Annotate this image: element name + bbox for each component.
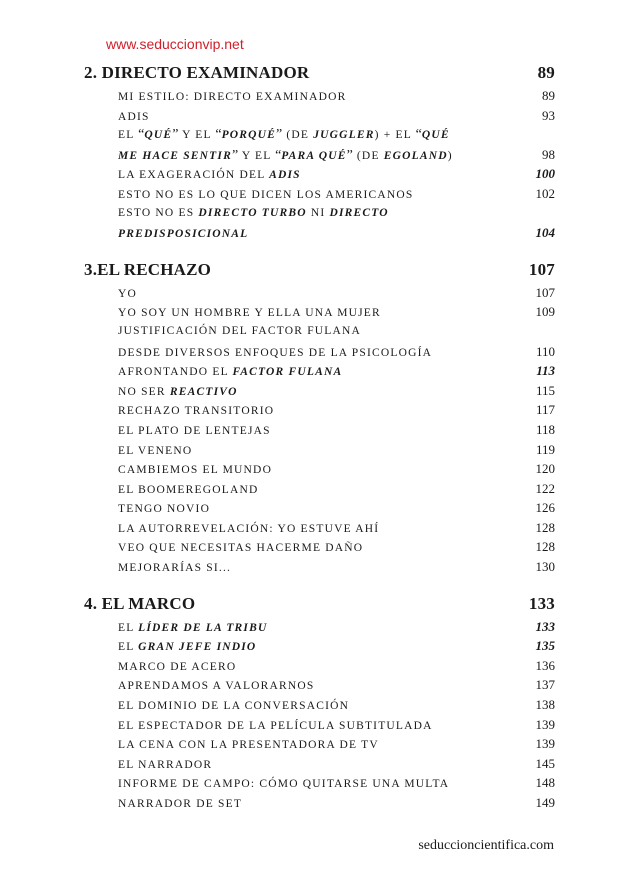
toc-entry[interactable]: [118, 400, 555, 420]
toc-entry[interactable]: [118, 145, 555, 165]
entry-title-part: Y EL: [178, 129, 216, 142]
section-title: 3.EL RECHAZO: [84, 259, 212, 279]
entry-title-part: JUGGLER: [313, 129, 375, 142]
entry-page-number: 120: [535, 461, 555, 477]
toc-entry[interactable]: [118, 106, 555, 126]
entry-page-number: 98: [542, 146, 555, 162]
entry-title-part: ESTO NO ES: [118, 206, 199, 219]
entry-title: [118, 775, 449, 795]
toc-section: [84, 591, 555, 813]
entry-title: [118, 756, 212, 776]
toc-entry[interactable]: [118, 459, 555, 479]
entry-title: [118, 402, 274, 422]
toc-entry[interactable]: [118, 773, 555, 793]
toc-entry[interactable]: [118, 715, 555, 735]
section-title: 2. DIRECTO EXAMINADOR: [84, 63, 310, 82]
toc-entry[interactable]: [118, 754, 555, 774]
entry-title-part: “: [215, 127, 222, 143]
toc-entry[interactable]: [118, 342, 555, 362]
entry-page-number: 139: [535, 716, 555, 732]
toc-entry[interactable]: [118, 617, 555, 637]
entry-title-part: AFRONTANDO EL: [118, 366, 233, 379]
entry-page-number: 100: [535, 166, 555, 182]
toc-entry[interactable]: [118, 361, 555, 381]
entry-title: [118, 717, 433, 737]
entry-title: [118, 638, 256, 658]
entry-title-part: CAMBIEMOS EL MUNDO: [118, 464, 273, 477]
toc-entry[interactable]: [118, 793, 555, 813]
entry-page-number: 89: [542, 88, 555, 103]
entry-page-number: 130: [535, 559, 555, 575]
footer-url: seduccioncientifica.com: [418, 838, 554, 853]
entry-title: [118, 481, 258, 501]
entry-title-part: EL BOOMEREGOLAND: [118, 483, 259, 496]
entry-page-number: 148: [535, 775, 555, 791]
entry-title-part: Y EL: [238, 149, 276, 162]
toc-entry[interactable]: [118, 537, 555, 557]
entry-title-part: LA AUTORREVELACIÓN: YO ESTUVE AHÍ: [118, 522, 380, 535]
entry-page-number: 117: [535, 402, 555, 418]
toc-entry[interactable]: [118, 518, 555, 538]
entry-title-part: EL PLATO DE LENTEJAS: [118, 424, 271, 437]
entry-page-number: 107: [535, 284, 555, 300]
entry-title: [118, 383, 238, 403]
entry-title-part: INFORME DE CAMPO: CÓMO QUITARSE UNA MULTA: [118, 778, 450, 791]
entry-page-number: 110: [535, 343, 555, 359]
entry-title-part: DIRECTO TURBO: [198, 206, 307, 219]
entry-title-part: ME HACE SENTIR: [118, 149, 232, 162]
entry-title-part: “: [138, 127, 145, 143]
toc-entry[interactable]: [118, 498, 555, 518]
entry-title: [118, 166, 301, 186]
entry-page-number: 115: [535, 382, 555, 398]
entry-title-part: ”: [231, 147, 239, 163]
entry-title-part: PARA QUÉ: [281, 149, 347, 162]
entry-title: [118, 344, 432, 364]
toc-entry[interactable]: [118, 734, 555, 754]
entry-page-number: 128: [535, 519, 555, 535]
entry-title: [118, 422, 271, 442]
entry-title: [118, 225, 248, 245]
entry-title-part: NI: [306, 206, 330, 219]
entry-title-part: REACTIVO: [169, 385, 238, 398]
entry-page-number: 139: [535, 736, 555, 752]
section-title: 4. EL MARCO: [84, 593, 196, 613]
entry-title-part: ”: [172, 127, 179, 143]
toc-section: [84, 60, 555, 243]
entry-title-part: ADIS: [118, 110, 150, 123]
entry-title: [118, 658, 236, 678]
entry-title-part: ) + EL: [374, 129, 416, 142]
toc-entry[interactable]: [118, 636, 555, 656]
entry-title-part: JUSTIFICACIÓN DEL FACTOR FULANA: [118, 324, 362, 337]
entry-title: [118, 520, 379, 540]
toc-section: [84, 257, 555, 577]
entry-title: [118, 795, 242, 815]
entry-title-part: ADIS: [269, 169, 301, 182]
table-of-contents: [84, 60, 555, 827]
toc-entry[interactable]: [118, 557, 555, 577]
toc-entry[interactable]: [118, 420, 555, 440]
entry-title-part: NARRADOR DE SET: [118, 798, 243, 810]
entry-title: [118, 204, 389, 224]
entry-title-part: DIRECTO: [329, 206, 389, 219]
entry-page-number: 109: [535, 304, 555, 320]
entry-title: [118, 461, 272, 481]
entry-page-number: 135: [535, 638, 555, 654]
entry-title-part: EL DOMINIO DE LA CONVERSACIÓN: [118, 700, 350, 713]
section-heading[interactable]: [84, 591, 555, 617]
entry-title-part: LÍDER DE LA TRIBU: [138, 621, 268, 634]
entry-page-number: 128: [535, 539, 555, 555]
entry-page-number: 104: [535, 225, 555, 241]
entry-title-part: NO SER: [118, 385, 170, 398]
toc-entry[interactable]: [118, 184, 555, 204]
entry-title-part: “: [415, 127, 422, 143]
entry-title-part: MARCO DE ACERO: [118, 660, 237, 673]
entry-title-part: EGOLAND: [383, 149, 448, 162]
entry-title: [118, 500, 210, 520]
toc-entry[interactable]: [118, 675, 555, 695]
entry-title-part: ESTO NO ES LO QUE DICEN LOS AMERICANOS: [118, 188, 414, 201]
toc-entry[interactable]: [118, 479, 555, 499]
entry-page-number: 113: [536, 363, 555, 379]
toc-entry[interactable]: [118, 283, 555, 303]
entry-title-part: EL: [118, 641, 139, 654]
entry-title-part: TENGO NOVIO: [118, 503, 211, 516]
entry-title: [118, 363, 342, 383]
entry-page-number: 145: [535, 755, 555, 771]
entry-title-part: (DE: [352, 149, 384, 162]
entry-page-number: 136: [535, 657, 555, 673]
entry-title: [118, 736, 379, 756]
entry-title-part: EL ESPECTADOR DE LA PELÍCULA SUBTITULADA: [118, 719, 433, 732]
entry-title: [118, 125, 450, 146]
entry-title: [118, 146, 453, 167]
entry-title-part: ”: [276, 127, 283, 143]
entry-title-part: EL: [118, 621, 139, 634]
entry-page-number: 122: [535, 480, 555, 496]
entry-title: [118, 619, 267, 639]
entry-title-part: VEO QUE NECESITAS HACERME DAÑO: [118, 542, 364, 555]
entry-title-part: EL NARRADOR: [118, 758, 213, 771]
toc-entry[interactable]: [118, 223, 555, 243]
entry-title-part: LA CENA CON LA PRESENTADORA DE TV: [118, 739, 379, 752]
toc-entry[interactable]: [118, 86, 555, 106]
entry-title: [118, 677, 315, 697]
section-page-number: 89: [537, 63, 555, 82]
entry-title-part: PORQUÉ: [221, 129, 277, 142]
entry-title: [118, 88, 346, 108]
entry-title: [118, 322, 361, 342]
section-page-number: 133: [528, 593, 555, 613]
toc-entry[interactable]: [118, 695, 555, 715]
entry-page-number: 138: [535, 697, 555, 713]
entry-title-part: QUÉ: [421, 129, 450, 142]
entry-title-part: GRAN JEFE INDIO: [138, 641, 257, 654]
toc-entry[interactable]: [118, 125, 555, 145]
entry-title-part: PREDISPOSICIONAL: [118, 228, 249, 241]
toc-entry[interactable]: [118, 656, 555, 676]
entry-page-number: 93: [542, 107, 555, 123]
entry-title-part: APRENDAMOS A VALORARNOS: [118, 680, 315, 693]
entry-title-part: ”: [346, 147, 353, 163]
entry-title-part: EL: [118, 129, 139, 142]
entry-title: [118, 442, 192, 462]
entry-page-number: 137: [535, 677, 555, 693]
entry-page-number: 133: [535, 618, 555, 634]
entry-title: [118, 697, 349, 717]
entry-page-number: 126: [535, 500, 555, 516]
entry-title-part: RECHAZO TRANSITORIO: [118, 405, 275, 418]
entry-page-number: 102: [535, 185, 555, 201]
section-heading[interactable]: [84, 257, 555, 283]
entry-title-part: YO SOY UN HOMBRE Y ELLA UNA MUJER: [118, 307, 381, 320]
entry-title-part: LA EXAGERACIÓN DEL: [118, 169, 270, 182]
section-heading[interactable]: [84, 60, 555, 86]
toc-entry[interactable]: [118, 322, 555, 342]
watermark-url: www.seduccionvip.net: [106, 36, 244, 52]
entry-page-number: 149: [535, 795, 555, 810]
entry-title: [118, 559, 231, 579]
toc-entry[interactable]: [118, 381, 555, 401]
entry-page-number: 119: [535, 441, 555, 457]
entry-title-part: YO: [118, 287, 138, 300]
toc-entry[interactable]: [118, 204, 555, 224]
entry-title-part: (DE: [282, 129, 314, 142]
entry-title: [118, 285, 137, 305]
entry-title-part: MI ESTILO: DIRECTO EXAMINADOR: [118, 91, 347, 103]
toc-entry[interactable]: [118, 302, 555, 322]
entry-page-number: 118: [535, 421, 555, 437]
entry-title-part: MEJORARÍAS SI...: [118, 562, 232, 575]
section-page-number: 107: [528, 259, 555, 279]
entry-title: [118, 539, 363, 559]
entry-title-part: ): [447, 149, 453, 162]
toc-entry[interactable]: [118, 164, 555, 184]
entry-title-part: QUÉ: [144, 129, 173, 142]
entry-title-part: “: [275, 147, 282, 163]
entry-title-part: FACTOR FULANA: [232, 366, 343, 379]
toc-entry[interactable]: [118, 440, 555, 460]
entry-title-part: EL VENENO: [118, 444, 193, 457]
entry-title-part: DESDE DIVERSOS ENFOQUES DE LA PSICOLOGÍA: [118, 346, 433, 359]
